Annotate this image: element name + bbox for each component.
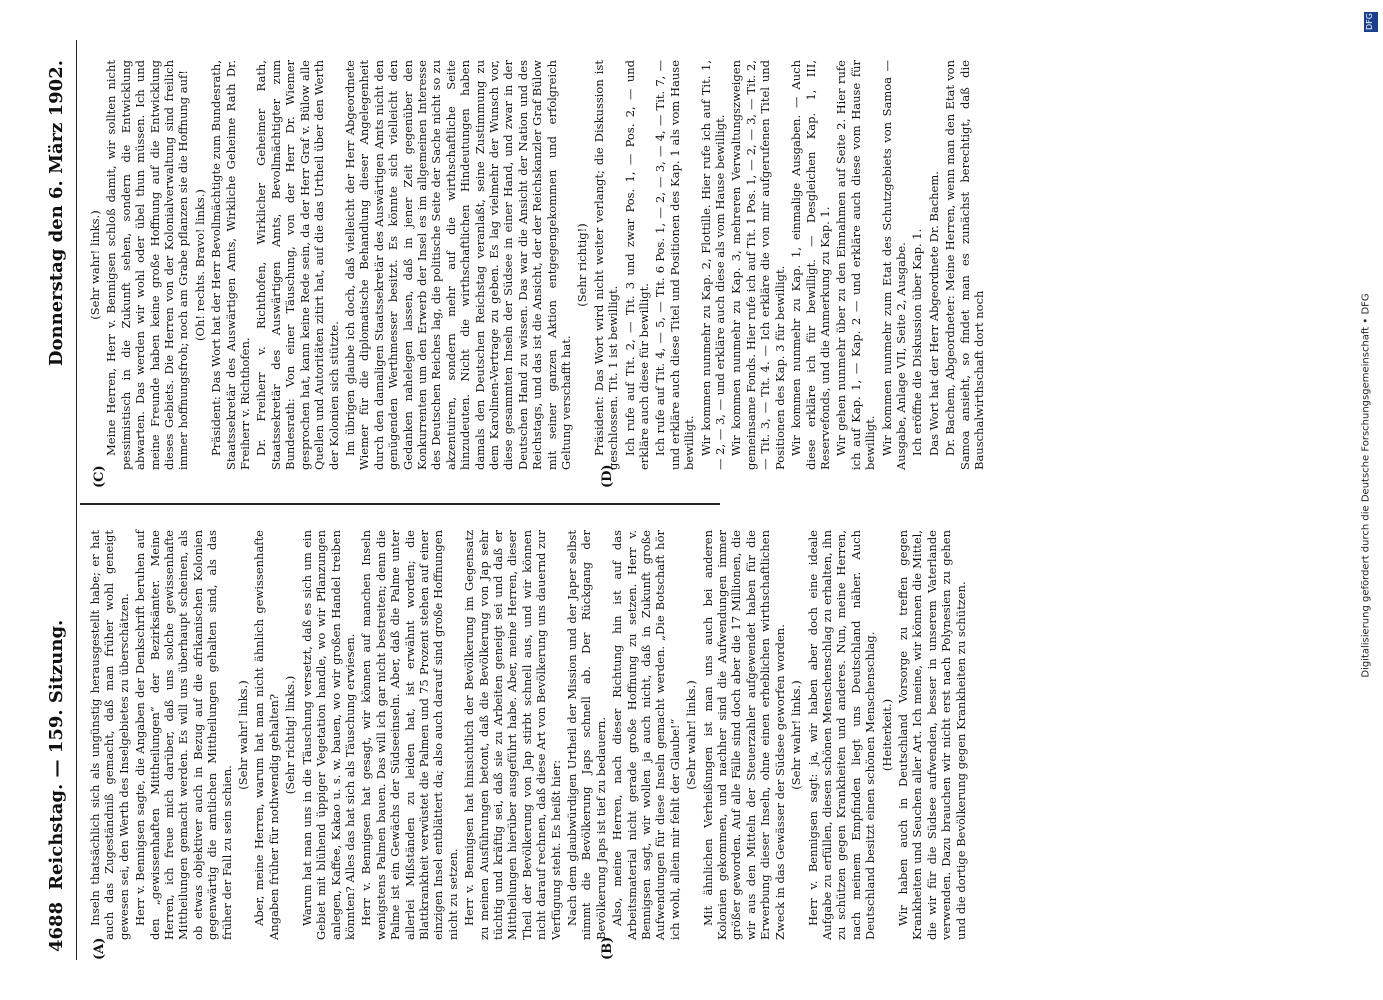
interjection: (Oh! rechts. Bravo! links.) [192, 189, 207, 341]
margin-marker-c: (C) [92, 465, 107, 488]
paragraph: Ich rufe auf Tit. 4, — 5, — Tit. 6 Pos. 1, — 2, — 3, — 4, — Tit. 7, — und erkläre auch diese Titel und Positionen des Kap. 1 als vom Hause bewilligt. [653, 60, 697, 470]
column-right [88, 60, 986, 470]
page-header [40, 40, 76, 960]
paragraph: Wir gehen nunmehr über zu den Einnahmen auf Seite 2. Hier rufe ich auf Kap. 1, — Kap. 2 — und erkläre auch diese vom Hause für bewilligt. [834, 60, 878, 470]
interjection: (Sehr wahr! links.) [88, 210, 102, 320]
interjection: (Sehr wahr! links.) [684, 680, 699, 790]
paragraph: Warum hat man uns in die Täuschung versetzt, daß es sich um ein Gebiet mit blühend üppiger Vegetation handle, wo wir Pflanzungen anlegen, Kaffee, Kakao u. s. w. bauen, wo wir großen Handel treiben könnten? Alles das hat sich als Täuschung erwiesen. [299, 530, 357, 940]
interjection: (Sehr richtig!) [575, 223, 590, 307]
dfg-logo-text: DFG [1364, 13, 1374, 30]
header-left: Reichstag. — 159. Sitzung. [46, 619, 67, 890]
page-number: 4688 [46, 901, 67, 952]
paragraph: Wir kommen nunmehr zu Kap. 1, einmalige Ausgaben. — Auch diese erkläre ich für bewilligt. — Desgleichen Kap. 1, III, Reservefonds, und die Anmerkung zu Kap. 1. [789, 60, 832, 470]
paragraph: Wir kommen nunmehr zum Etat des Schutzgebiets von Samoa — Ausgabe, Anlage VII, Seite 2, Ausgabe. [879, 60, 908, 470]
digitization-note [1356, 40, 1370, 940]
paragraph: Herr v. Bennigsen hat hinsichtlich der Bevölkerung im Gegensatz zu meinen Ausführungen betont, daß die Bevölkerung von Jap sehr tüchtig und kräftig sei, daß sie zu Arbeiten geneigt sei und daß er Mittheilungen hierüber ausgeführt habe. Aber, meine Herren, dieser Theil der Bevölkerung von Jap stirbt schnell aus, und wir können nicht darauf rechnen, daß diese Art von Bevölkerung uns dauernd zur Verfügung steht. Es heißt hier: [462, 530, 563, 940]
paragraph: Wir haben auch in Deutschland Vorsorge zu treffen gegen Krankheiten und Seuchen aller Art. Ich meine, wir können die Mittel, die wir für die Südsee aufwenden, besser in unserem Vaterlande verwenden. Dazu brauchen wir nicht erst nach Polynesien zu gehen und die dortige Bevölkerung gegen Krankheiten zu schützen. [895, 530, 968, 940]
rotated-page [40, 40, 1340, 960]
paragraph: Ich eröffne die Diskussion über Kap. 1. [910, 228, 925, 456]
paragraph: Aber, meine Herren, warum hat man nicht ähnlich gewissenhafte Angaben früher für nothwendig gehalten? [252, 530, 281, 940]
interjection: (Sehr wahr! links.) [236, 680, 251, 790]
margin-marker-a: (A) [92, 937, 107, 960]
paragraph: Wir kommen nunmehr zu Kap. 3, mehreren Verwaltungszweigen gemeinsame Fonds. Hier rufe ich auf Tit. 1 Pos. 1, — 2, — 3, — Tit. 2, — Tit. 3, — Tit. 4. — Ich erkläre die von mir aufgerufenen Titel und Positionen des Kap. 3 für bewilligt. [729, 60, 787, 470]
interjection: (Sehr richtig! links.) [283, 675, 298, 795]
paragraph: Das Wort hat der Herr Abgeordnete Dr. Bachem. [926, 171, 941, 456]
header-rule [76, 40, 77, 960]
interjection: (Heiterkeit.) [879, 698, 894, 772]
paragraph: Dr. Bachem, Abgeordneter: Meine Herren, wenn man den Etat von Samoa ansieht, so findet man es zunächst berechtigt, daß die Bauschalwirthschaft dort noch [943, 60, 986, 470]
dfg-logo [1364, 12, 1378, 32]
paragraph: Herr v. Bennigsen sagte, die Angaben der Denkschrift beruhen auf den „gewissenhaften Mittheilungen“ der Bezirksämter. Meine Herren, ich freue mich darüber, daß uns solche gewissenhafte Mittheilungen gemacht werden. Es will uns überhaupt scheinen, als ob etwas objektiver auch in Bezug auf die afrikanischen Kolonien gegenwärtig die amtlichen Mittheilungen gehalten sind, als das früher der Fall zu sein schien. [133, 530, 234, 940]
paragraph: Herr v. Bennigsen sagt: ja, wir haben aber doch eine ideale Aufgabe zu erfüllen, diesen schönen Menschenschlag zu erhalten, ihn zu schützen gegen Krankheiten und anderes. Nun, meine Herren, nach meinem Empfinden liegt uns Deutschland näher. Auch Deutschland besitzt einen schönen Menschenschlag. [805, 530, 878, 940]
interjection: (Sehr wahr! links.) [789, 680, 804, 790]
paragraph: Ich rufe auf Tit. 2, — Tit. 3 und zwar Pos. 1, — Pos. 2, — und erkläre auch diese für bewilligt. [622, 60, 652, 470]
paragraph: Präsident: Das Wort wird nicht weiter verlangt; die Diskussion ist geschlossen. Tit. 1 ist bewilligt. [591, 60, 621, 470]
paragraph: Wir kommen nunmehr zu Kap. 2, Flottille. Hier rufe ich auf Tit. 1, — 2, — 3, — und erkläre auch diese als vom Hause bewilligt. [698, 60, 728, 470]
quotation: Nach dem glaubwürdigen Urtheil der Mission und der Japer selbst nimmt die Bevölkerung Japs schnell ab. Der Rückgang der Bevölkerung Japs ist tief zu bedauern. [565, 530, 608, 940]
column-divider [80, 503, 720, 505]
margin-marker-d: (D) [600, 464, 615, 488]
paragraph: Meine Herren, Herr v. Bennigsen schloß damit, wir sollten nicht pessimistisch in die Zukunft sehen, sondern die Entwicklung abwarten. Das werden wir wohl oder übel thun müssen. Ich und meine Freunde haben keine große Hoffnung auf die Entwicklung dieses Gebiets. Die Herren von der Kolonialverwaltung sind freilich immer hoffnungsfroh; noch am Grabe pflanzen sie die Hoffnung auf! [104, 60, 191, 470]
digitization-note-text: Digitalisierung gefördert durch die Deutsche Forschungsgemeinschaft • DFG [1360, 293, 1372, 678]
margin-marker-b: (B) [600, 936, 615, 960]
paragraph: Präsident: Das Wort hat der Herr Bevollmächtigte zum Bundesrath, Staatssekretär des Auswärtigen Amts, Wirkliche Geheime Rath Dr. Freiherr v. Richthofen. [209, 60, 253, 470]
paragraph: Im übrigen glaube ich doch, daß vielleicht der Herr Abgeordnete Wiemer für die diplomatische Behandlung dieser Angelegenheit durch den damaligen Staatssekretär des Auswärtigen Amts nicht den genügenden Werthmesser besitzt. Es könnte sich vielleicht den Gedanken nahelegen lassen, daß in jener Zeit gegenüber den Konkurrenten um den Erwerb der Insel es im allgemeinen Interesse des Deutschen Reiches lag, die politische Seite der Sache nicht so zu akzentuiren, sondern mehr auf die wirthschaftliche Seite hinzudeuten. Nicht die wirthschaftlichen Hindeutungen haben damals den Deutschen Reichstag veranlaßt, seine Zustimmung zu dem Karolinen-Vertrage zu geben. Es lag vielmehr der Wunsch vor, diese gesammten Inseln der Südsee in einer Hand, und zwar in der Deutschen Hand zu wissen. Das war die Ansicht der Nation und des Reichstags, und das ist die Ansicht, der der Reichskanzler Graf Bülow mit seiner ganzen Aktion entgegengekommen und erfolgreich Geltung verschafft hat. [342, 60, 573, 470]
paragraph: Dr. Freiherr v. Richthofen, Wirklicher Geheimer Rath, Staatssekretär des Auswärtigen Amts, Bevollmächtigter zum Bundesrath: Von einer Täuschung, von der Herr Dr. Wiemer gesprochen hat, kann keine Rede sein, da der Herr Graf v. Bülow alle Quellen und Autoritäten zitirt hat, auf die das Urtheil über den Werth der Kolonien sich stützte. [254, 60, 341, 470]
paragraph: Also, meine Herren, nach dieser Richtung hin ist auf das Arbeitsmaterial nicht gerade große Hoffnung zu setzen. Herr v. Bennigsen sagt, wir wollen ja auch nicht, daß in Zukunft große Aufwendungen für diese Inseln gemacht werden. „Die Botschaft hör ich wohl, allein mir fehlt der Glaube!“ [610, 530, 682, 940]
header-right: Donnerstag den 6. März 1902. [46, 60, 67, 367]
paragraph: Inseln thatsächlich sich als ungünstig herausgestellt habe; er hat auch das Zugeständniß gemacht, daß man früher wohl geneigt gewesen sei, den Werth des Inselgebietes zu überschätzen. [88, 530, 131, 940]
paragraph: Mit ähnlichen Verheißungen ist man uns auch bei anderen Kolonien gekommen, und nachher sind die Aufwendungen immer größer geworden. Auf alle Fälle sind doch aber die 17 Millionen, die wir aus den Mitteln der Steuerzahler aufgewendet haben für die Erwerbung dieser Inseln, ohne einen erheblichen wirthschaftlichen Zweck in das Gewässer der Südsee geworfen worden. [700, 530, 787, 940]
paragraph: Herr v. Bennigsen hat gesagt, wir können auf manchen Inseln wenigstens Palmen bauen. Das will ich gar nicht bestreiten; denn die Palme ist ein Gewächs der Südseeinseln. Aber, daß die Palme unter allerlei Mißständen zu leiden hat, ist erwähnt worden; die Blattkrankheit verwüstet die Palmen und 75 Prozent stehen auf einer einzigen Insel entblättert da; also auch darauf sind große Hoffnungen nicht zu setzen. [359, 530, 460, 940]
column-left [88, 530, 968, 940]
